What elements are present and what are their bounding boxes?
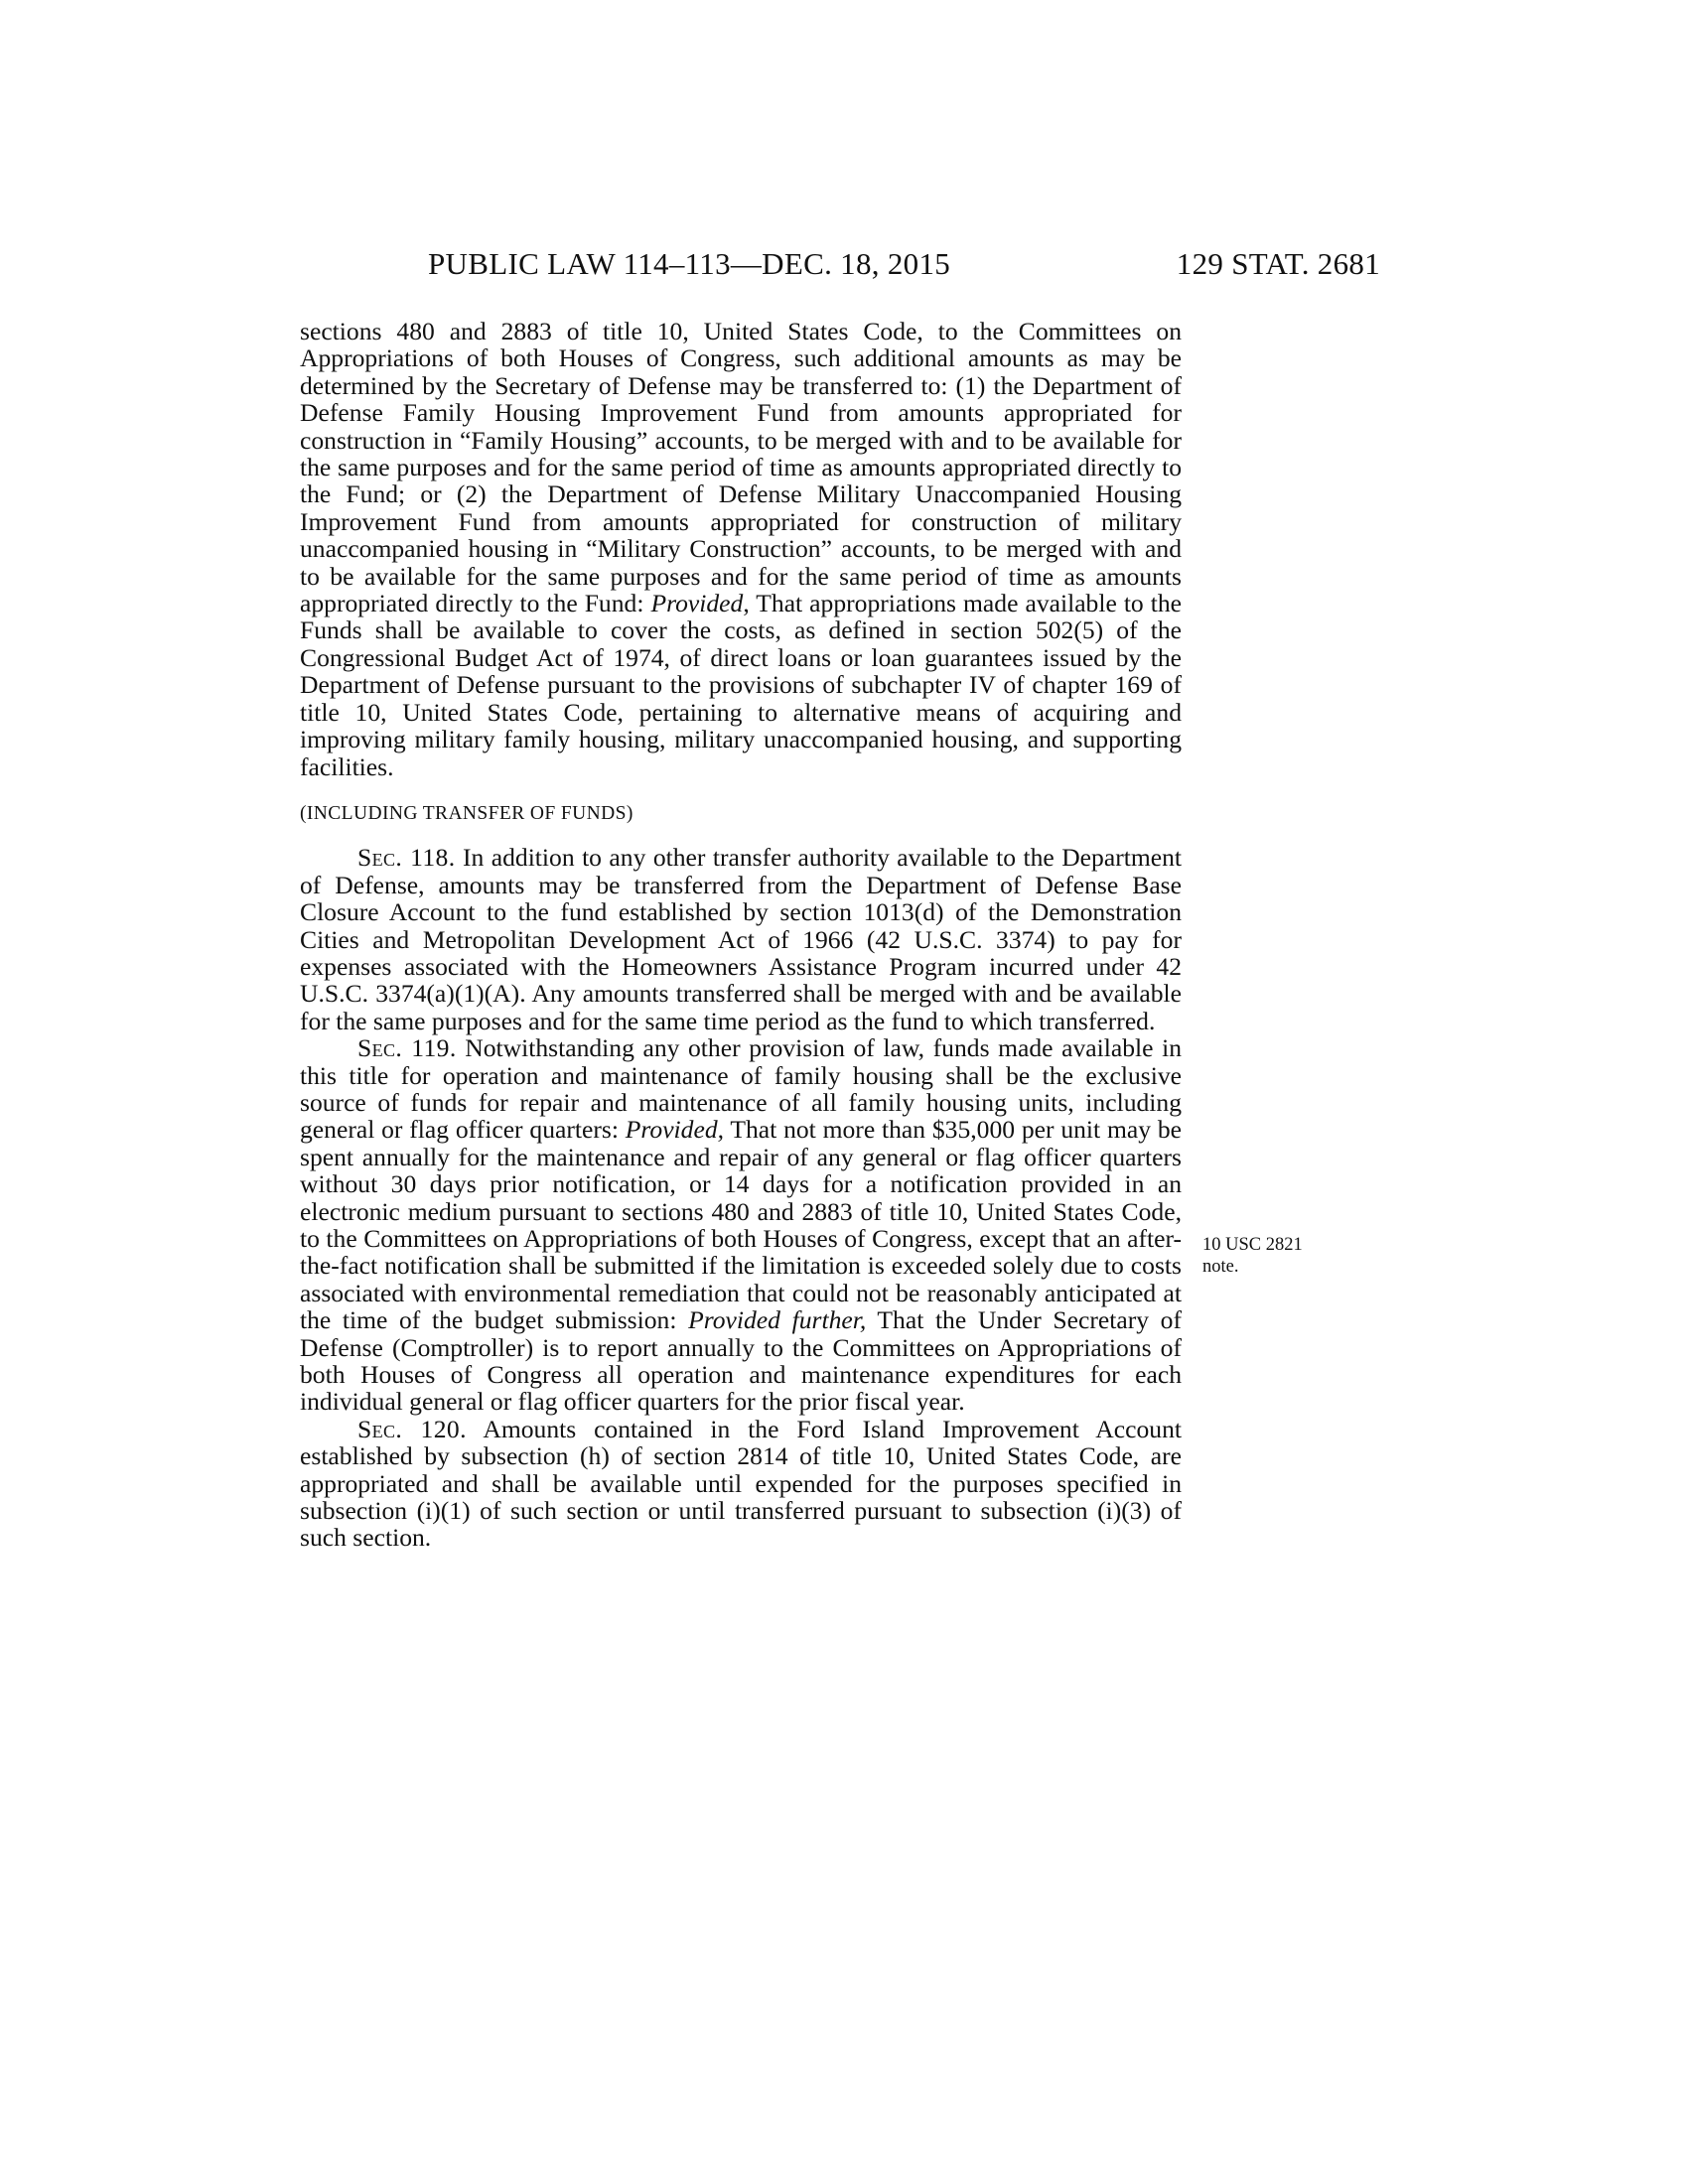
statute-page-number: 129 STAT. 2681 — [1176, 246, 1380, 281]
margin-citation-suffix: note. — [1202, 1257, 1239, 1277]
provided-emphasis: Provided — [650, 589, 744, 618]
section-text: That the Under Secretary of Defense (Comptroller) is to report annually to the Committees on Appropriations of both Houses of Congress all operation and maintenance expenditures for each individual general or flag officer quarters for the prior fiscal year. — [300, 1305, 1183, 1417]
margin-citation-note — [1202, 1234, 1341, 1278]
section-text: That not more than $35,000 per unit may be spent annually for the maintenance and repair of any general or flag officer quarters without 30 days prior notification, or 14 days for a notification provided in an electronic medium pursuant to sections 480 and 2883 of title 10, United States Code, to the Committees on Appropriations of both Houses of Congress, except that an after-the-fact notification shall be submitted if the limitation is exceeded solely due to costs associated with environmental remediation that could not be reasonably anticipated at the time of the budget submission: — [300, 1115, 1182, 1335]
running-head — [298, 246, 1380, 286]
section-120 — [300, 1416, 1182, 1552]
section-label: Sec. 120. — [357, 1414, 467, 1443]
section-text: In addition to any other transfer authority available to the Department of Defense, amounts may be transferred from the Department of Defense Base Closure Account to the fund established by section 1013(d) of the Demonstration Cities and Metropolitan Development Act of 1966 (42 U.S.C. 3374) to pay for expenses associated with the Homeowners Assistance Program incurred under 42 U.S.C. 3374(a)(1)(A). Any amounts transferred shall be merged with and be available for the same purposes and for the same time period as the fund to which transferred. — [300, 843, 1182, 1035]
provided-emphasis: Provided, — [625, 1115, 725, 1145]
document-body — [300, 318, 1182, 1552]
public-law-title: PUBLIC LAW 114–113—DEC. 18, 2015 — [428, 246, 951, 281]
section-119 — [300, 1034, 1182, 1416]
provided-further-emphasis: Provided further, — [688, 1305, 867, 1335]
margin-citation: 10 USC 2821 — [1202, 1235, 1303, 1255]
section-label: Sec. 118. — [357, 843, 456, 873]
section-text: Amounts contained in the Ford Island Improvement Account established by subsection (h) of section 2814 of title 10, United States Code, are appropriated and shall be available until expended for the purposes specified in subsection (i)(1) of such section or until transferred pursuant to subsection (i)(3) of such section. — [300, 1414, 1182, 1553]
section-text: Notwithstanding any other provision of law, funds made available in this title for operation and maintenance of family housing shall be the exclusive source of funds for repair and maintenance of all family housing units, including general or flag officer quarters: — [300, 1033, 1182, 1145]
section-label: Sec. 119. — [357, 1033, 457, 1063]
section-118 — [300, 844, 1182, 1034]
paragraph-text: , That appropriations made available to the Funds shall be available to cover the costs, as defined in section 502(5) of the Congressional Budget Act of 1974, of direct loans or loan guarantees issued by the Department of Defense pursuant to the provisions of subchapter IV of chapter 169 of title 10, United States Code, pertaining to alternative means of acquiring and improving military family housing, military unaccompanied housing, and supporting facilities. — [300, 589, 1183, 781]
paragraph-text: sections 480 and 2883 of title 10, United States Code, to the Committees on Appropriations of both Houses of Congress, such additional amounts as may be determined by the Secretary of Defense may be transferred to: (1) the Department of Defense Family Housing Improvement Fund from amounts appropriated for construction in “Family Housing” accounts, to be merged with and to be available for the same purposes and for the same period of time as amounts appropriated directly to the Fund; or (2) the Department of Defense Military Unaccompanied Housing Improvement Fund from amounts appropriated for construction of military unaccompanied housing in “Military Construction” accounts, to be merged with and to be available for the same purposes and for the same period of time as amounts appropriated directly to the Fund: — [300, 317, 1182, 618]
continued-paragraph — [300, 318, 1182, 780]
section-subheading: (INCLUDING TRANSFER OF FUNDS) — [300, 802, 633, 824]
